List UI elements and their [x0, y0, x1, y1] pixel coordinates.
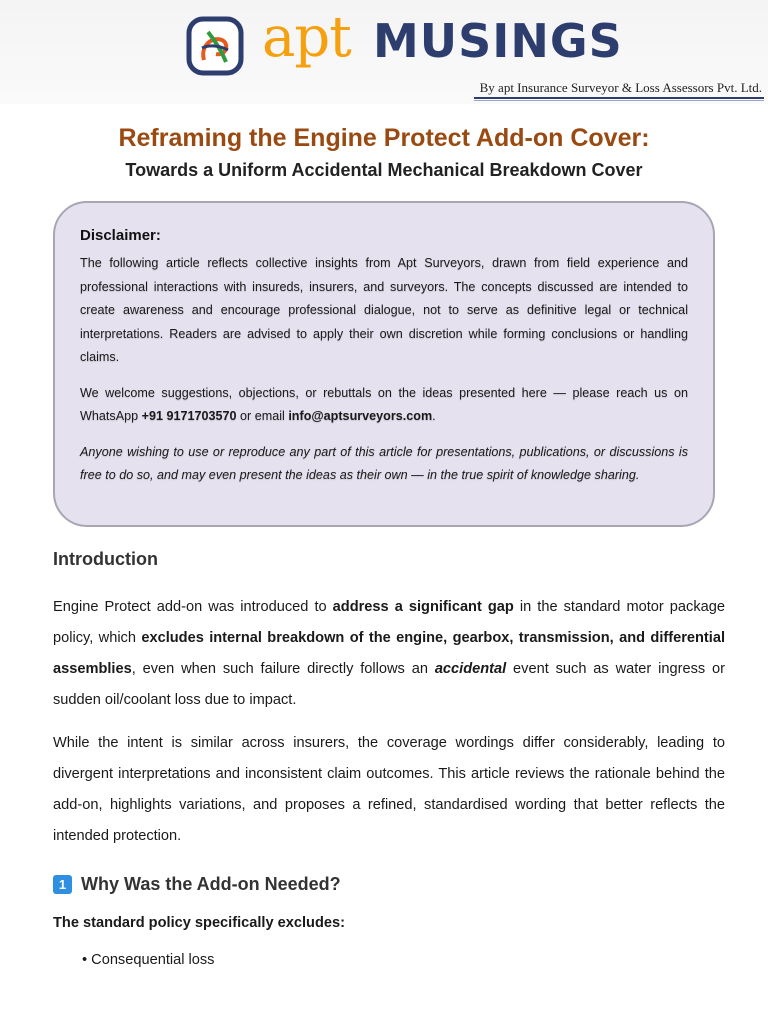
section-1-subheading: The standard policy specifically excludes:	[53, 915, 345, 931]
intro-paragraph-2: While the intent is similar across insurers, the coverage wordings differ considerably, leading to divergent interpretations and inconsistent claim outcomes. This article reviews the rationale behind the add-on, highlights variations, and proposes a refined, standardised wording that better reflects the intended protection.	[53, 735, 725, 844]
intro-p1-emphasis: accidental	[434, 661, 507, 677]
brand-musings-text: MUSINGS	[373, 14, 623, 68]
disclaimer-heading: Disclaimer:	[80, 227, 161, 244]
intro-p1-text: Engine Protect add-on was introduced to	[53, 599, 333, 615]
intro-p1-bold-1: address a significant gap	[332, 599, 514, 615]
page-subtitle: Towards a Uniform Accidental Mechanical Breakdown Cover	[125, 160, 643, 180]
disclaimer-box	[53, 201, 715, 527]
intro-p1-text-3: , even when such failure directly follows an	[131, 661, 435, 677]
byline-rule-thin	[474, 100, 764, 101]
apt-logo-icon	[186, 16, 244, 76]
whatsapp-number[interactable]: +91 9171703570	[141, 409, 237, 423]
disclaimer-p2-end: .	[432, 409, 436, 423]
section-1-title: Why Was the Add-on Needed?	[81, 874, 341, 894]
section-1-heading	[53, 874, 341, 895]
header-banner	[0, 0, 768, 104]
disclaimer-p2-text-2: or email	[236, 409, 289, 423]
brand-apt-text: apt	[262, 5, 351, 70]
byline-rule	[474, 97, 764, 99]
disclaimer-paragraph-2	[80, 382, 688, 429]
disclaimer-paragraph-3: Anyone wishing to use or reproduce any part of this article for presentations, publications, or discussions is free to do so, and may even present the ideas as their own — in the true spirit of knowledge sharing.	[80, 444, 688, 482]
disclaimer-paragraph-1: The following article reflects collective insights from Apt Surveyors, drawn from field experience and professional interactions with insureds, insurers, and surveyors. The concepts discussed are intended to create awareness and encourage professional dialogue, not to serve as definitive legal or technical interpretations. Readers are advised to apply their own discretion while forming conclusions or handling claims.	[80, 256, 688, 364]
disclaimer-p2-text: We welcome suggestions, objections, or rebuttals on the ideas presented here — please reach us on WhatsApp	[80, 385, 688, 423]
byline: By apt Insurance Surveyor & Loss Assessors Pvt. Ltd.	[479, 80, 762, 95]
intro-p1-bold-2: excludes internal breakdown of the engine, gearbox, transmission, and differential assemblies	[53, 630, 726, 677]
contact-email[interactable]: info@aptsurveyors.com	[288, 409, 433, 423]
list-item: • Consequential loss	[82, 952, 215, 968]
page-title: Reframing the Engine Protect Add-on Cover:	[118, 124, 650, 152]
intro-p1-text-4: event such as water ingress or sudden oil/coolant loss due to impact.	[53, 661, 725, 708]
introduction-heading: Introduction	[53, 549, 158, 569]
intro-p1-text-2: in the standard motor package policy, which	[53, 599, 725, 646]
number-one-icon: 1	[53, 875, 72, 894]
intro-paragraph-1	[53, 592, 725, 716]
